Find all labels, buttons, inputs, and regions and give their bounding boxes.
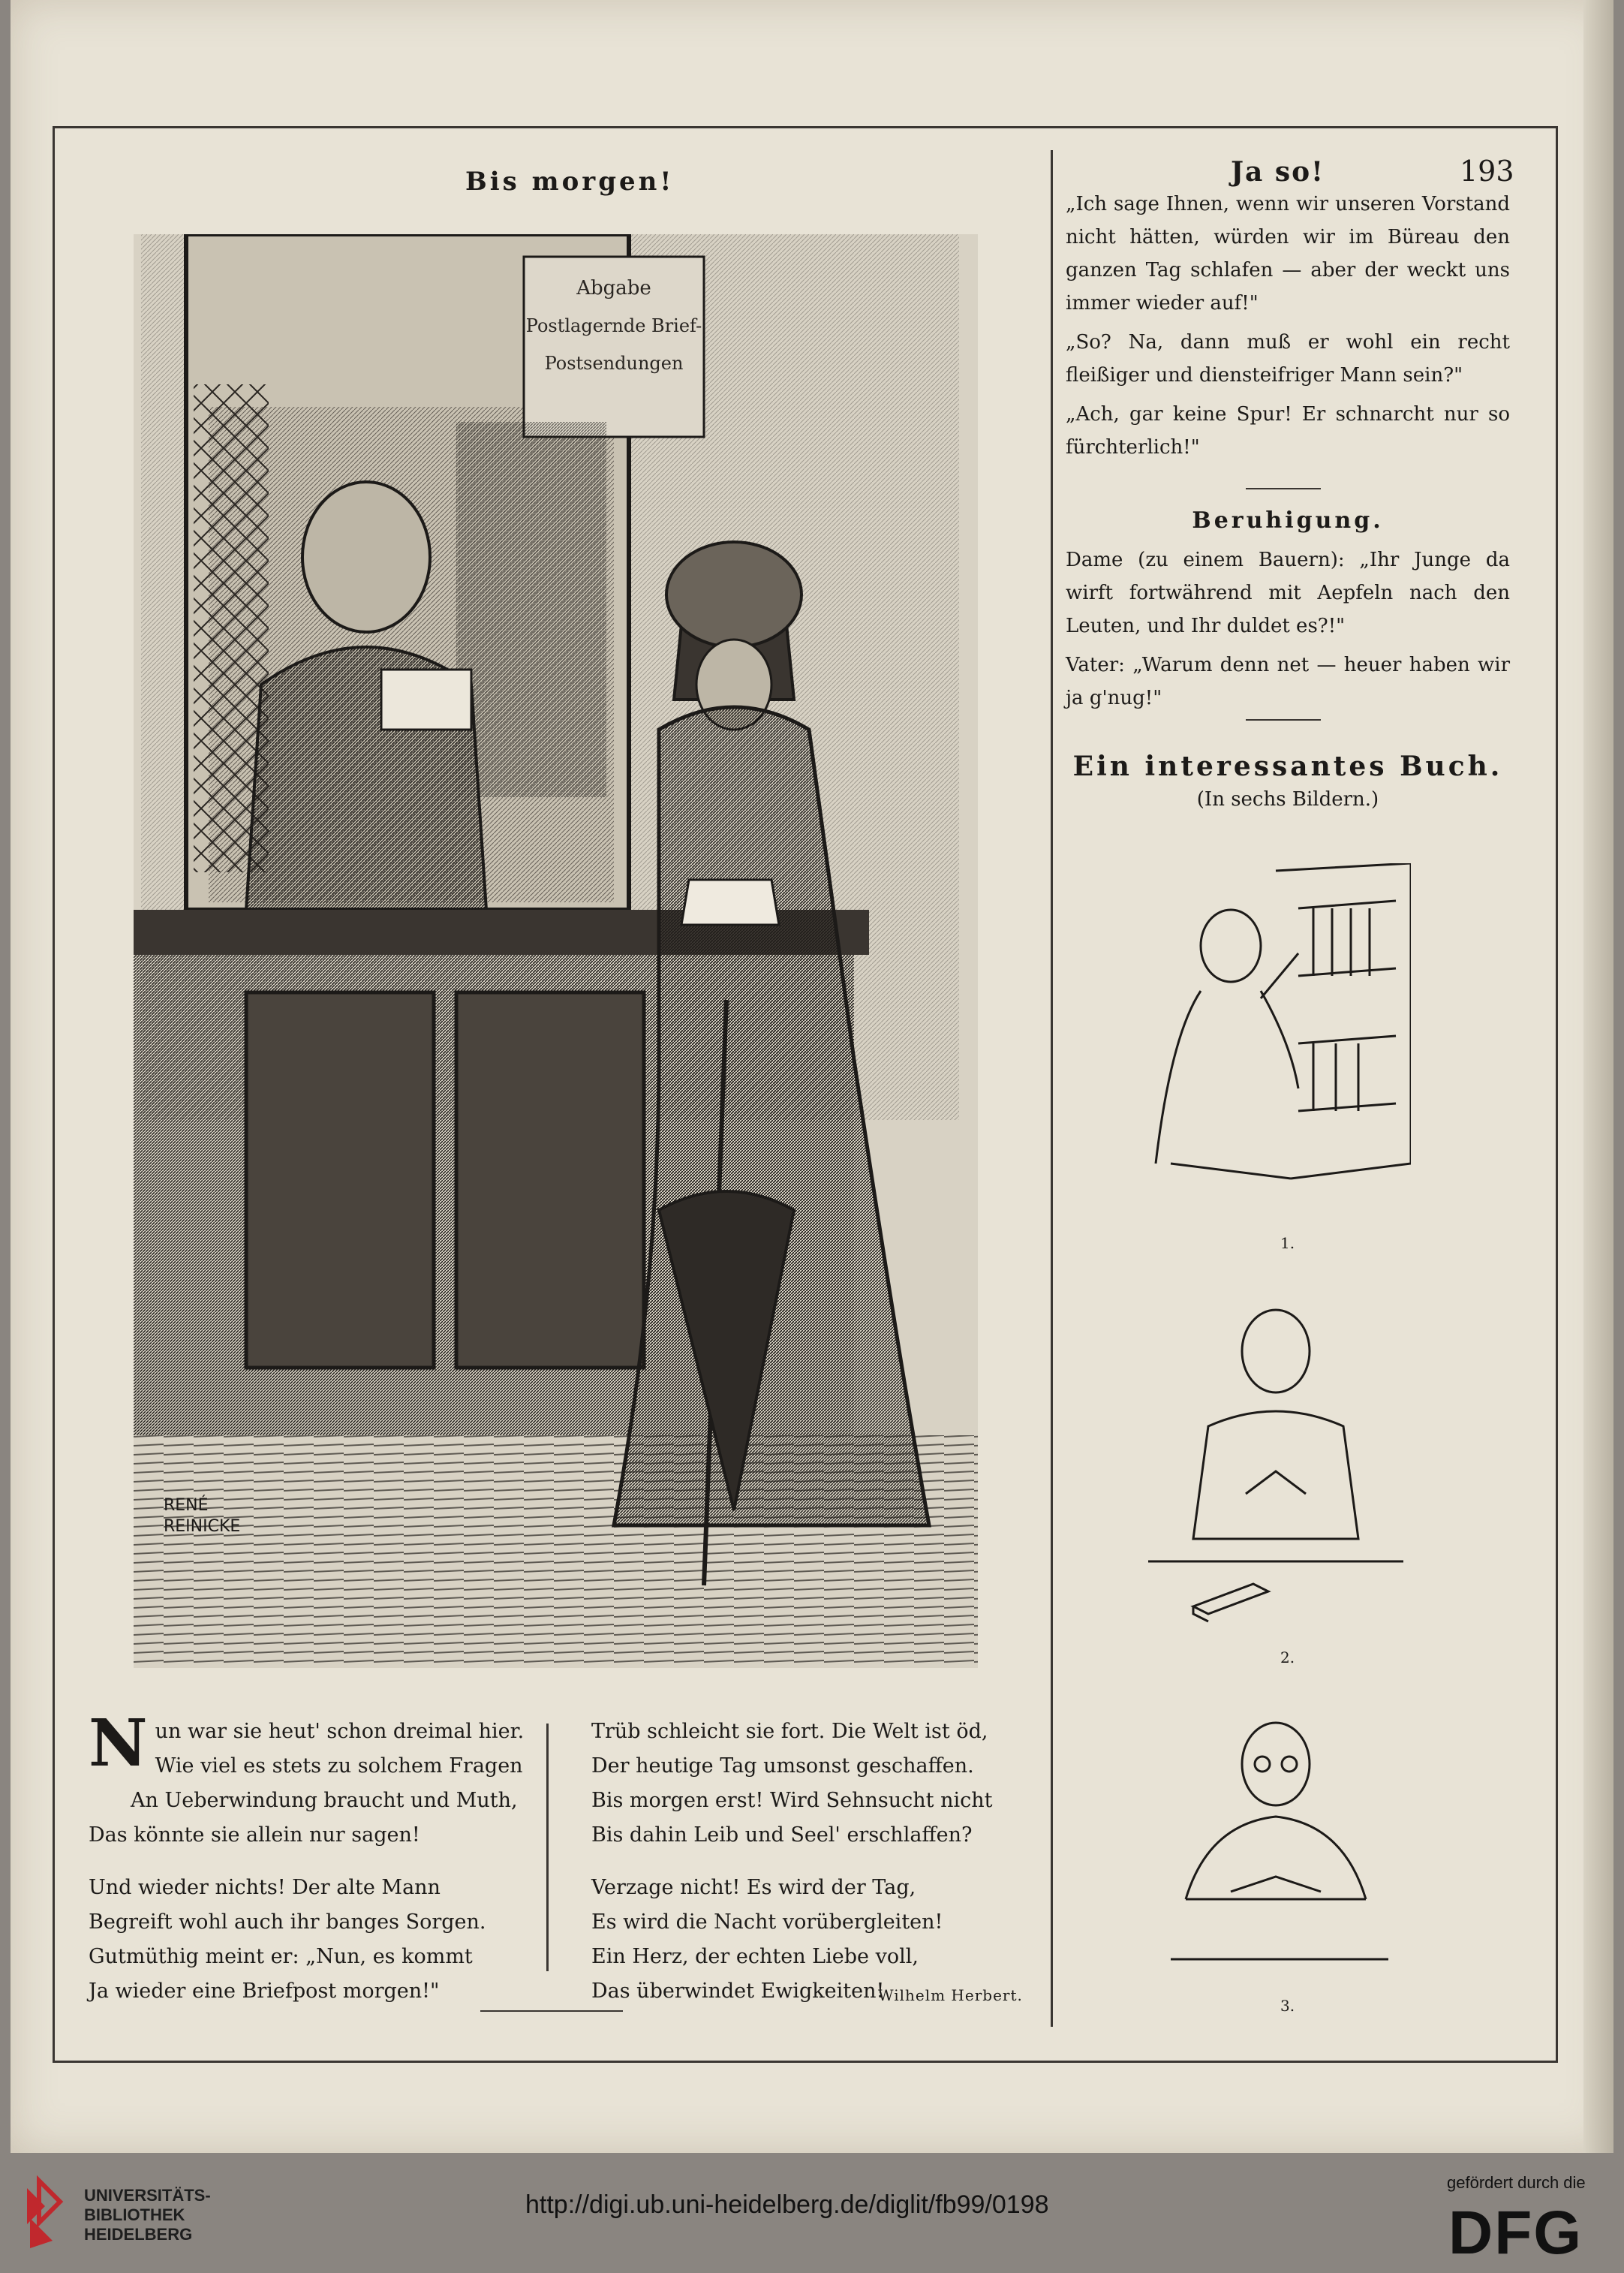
poem-line: An Ueberwindung braucht und Muth,	[131, 1789, 518, 1812]
funded-by-text: gefördert durch die	[1447, 2173, 1586, 2192]
poem-line: Wie viel es stets zu solchem Fragen	[155, 1754, 523, 1778]
subtitle-sechs-bildern: (In sechs Bildern.)	[1196, 788, 1379, 811]
sign-line-1: Abgabe	[576, 277, 651, 300]
section-rule	[1246, 488, 1321, 489]
poem-line: Es wird die Nacht vorübergleiten!	[591, 1910, 943, 1934]
title-ja-so: Ja so!	[1231, 156, 1325, 188]
library-line: UNIVERSITÄTS-	[84, 2186, 211, 2205]
sketch-man-reading	[1141, 1704, 1411, 1982]
artist-signature-1: RENÉ	[164, 1496, 209, 1515]
sketch-3-drawing	[1141, 1704, 1411, 1982]
page-number: 193	[1460, 155, 1514, 188]
poem-stanza	[89, 1871, 524, 2009]
poem-line: Gutmüthig meint er: „Nun, es kommt	[89, 1945, 473, 1968]
sketch-caption-3: 3.	[1280, 1997, 1295, 2015]
poem-line: Trüb schleicht sie fort. Die Welt ist öd,	[591, 1720, 988, 1743]
poem-stanza	[591, 1715, 1034, 1853]
ja-so-paragraph: „Ich sage Ihnen, wenn wir unseren Vorstand nicht hätten, würden wir im Büreau den ganzen Tag schlafen — aber der weckt uns immer wieder auf!"	[1066, 193, 1510, 315]
ub-logo-icon	[23, 2173, 71, 2251]
post-office-illustration	[134, 234, 978, 1668]
beruhigung-paragraph: Vater: „Warum denn net — heuer haben wir ja g'nug!"	[1066, 654, 1510, 709]
poem-stanza	[89, 1706, 525, 1853]
poem-line: Verzage nicht! Es wird der Tag,	[591, 1876, 916, 1899]
poem-left-column	[89, 1706, 525, 2027]
library-line: BIBLIOTHEK	[84, 2205, 185, 2224]
source-url[interactable]: http://digi.ub.uni-heidelberg.de/diglit/fb99/0198	[525, 2190, 1049, 2219]
sketch-caption-2: 2.	[1280, 1648, 1295, 1666]
sketch-man-at-bookshelf	[1141, 863, 1411, 1224]
sketch-man-with-book	[1141, 1284, 1411, 1636]
sketch-2-drawing	[1141, 1284, 1411, 1636]
beruhigung-text	[1066, 543, 1510, 721]
ja-so-paragraph: „Ach, gar keine Spur! Er schnarcht nur so fürchterlich!"	[1066, 403, 1510, 459]
poem-line: Ja wieder eine Briefpost morgen!"	[89, 1979, 440, 2003]
beruhigung-paragraph: Dame (zu einem Bauern): „Ihr Junge da wirft fortwährend mit Aepfeln nach den Leuten, und Ihr duldet es?!"	[1066, 549, 1510, 637]
poem-line: Und wieder nichts! Der alte Mann	[89, 1876, 441, 1899]
title-interessantes-buch: Ein interessantes Buch.	[1072, 751, 1503, 782]
sign-line-3: Postsendungen	[544, 353, 684, 374]
artist-signature-2: REINICKE	[164, 1517, 241, 1536]
poem-author: Wilhelm Herbert.	[878, 1986, 1023, 2004]
ja-so-paragraph: „So? Na, dann muß er wohl ein recht fleißiger und diensteifriger Mann sein?"	[1066, 331, 1510, 387]
poem-line: Ein Herz, der echten Liebe voll,	[591, 1945, 919, 1968]
dfg-logo: DFG	[1448, 2199, 1583, 2267]
poem-right-column	[591, 1715, 1034, 2027]
title-bis-morgen: Bis morgen!	[465, 167, 675, 197]
drop-cap: N	[89, 1706, 148, 1781]
sketch-1-drawing	[1141, 863, 1411, 1224]
poem-line: Das überwindet Ewigkeiten!	[591, 1979, 885, 2003]
library-line: HEIDELBERG	[84, 2225, 193, 2244]
ub-heidelberg-logo	[23, 2173, 71, 2251]
poem-divider	[546, 1724, 549, 1971]
sketch-caption-1: 1.	[1280, 1234, 1295, 1252]
section-rule	[1246, 719, 1321, 721]
ja-so-text	[1066, 188, 1510, 470]
poem-line: Das könnte sie allein nur sagen!	[89, 1823, 420, 1847]
title-beruhigung: Beruhigung.	[1192, 507, 1384, 534]
poem-line: Der heutige Tag umsonst geschaffen.	[591, 1754, 974, 1778]
poem-line: Bis dahin Leib und Seel' erschlaffen?	[591, 1823, 973, 1847]
library-name	[84, 2186, 211, 2244]
poem-line: Bis morgen erst! Wird Sehnsucht nicht	[591, 1789, 993, 1812]
poem-line: un war sie heut' schon dreimal hier.	[155, 1720, 525, 1743]
sign-line-2: Postlagernde Brief-	[525, 315, 702, 336]
page-spine	[1583, 0, 1613, 2153]
column-divider	[1051, 150, 1053, 2027]
poem-line: Begreift wohl auch ihr banges Sorgen.	[89, 1910, 486, 1934]
bottom-rule	[480, 2010, 623, 2012]
post-office-engraving	[134, 234, 978, 1668]
